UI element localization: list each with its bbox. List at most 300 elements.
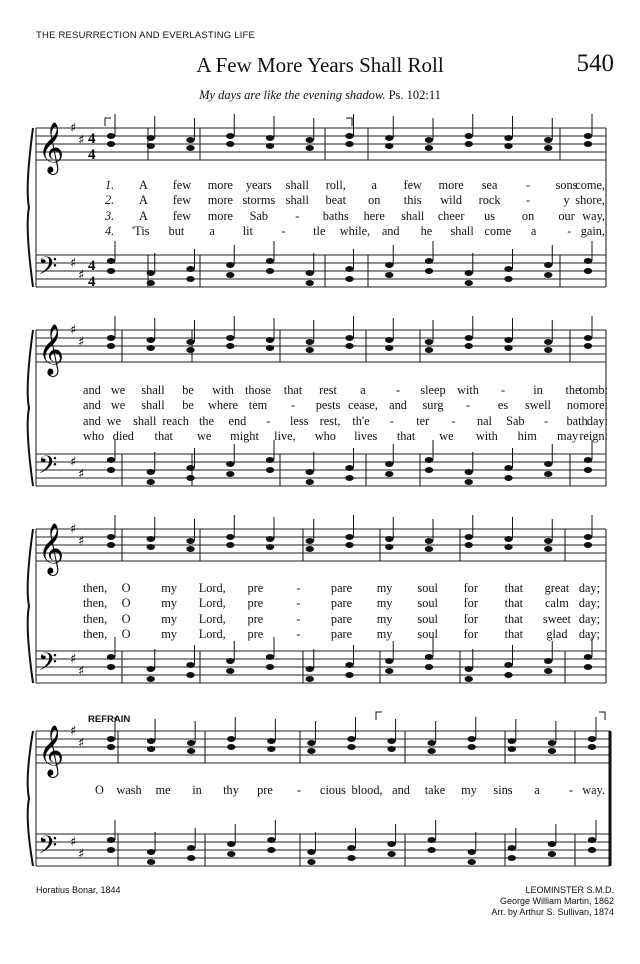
treble-notehead bbox=[504, 135, 512, 141]
lyric-syllable: rest bbox=[319, 383, 337, 397]
staff-brace bbox=[28, 731, 33, 866]
bass-notehead bbox=[504, 475, 512, 481]
treble-notehead bbox=[107, 534, 115, 540]
lyric-syllable: come bbox=[484, 224, 512, 239]
lyric-syllable: live, bbox=[274, 429, 296, 444]
bass-notehead bbox=[465, 676, 473, 682]
bass-notehead bbox=[584, 654, 592, 660]
treble-notehead bbox=[544, 347, 552, 353]
key-sharp: ♯ bbox=[78, 467, 85, 482]
bass-notehead bbox=[266, 654, 274, 660]
bass-notehead bbox=[345, 672, 353, 678]
treble-notehead bbox=[107, 736, 115, 742]
treble-notehead bbox=[468, 744, 476, 750]
lyric-syllable: ter bbox=[416, 413, 430, 428]
treble-notehead bbox=[347, 736, 355, 742]
bass-notehead bbox=[425, 467, 433, 473]
lyric-syllable: that bbox=[504, 581, 524, 595]
bass-notehead bbox=[544, 262, 552, 268]
lyric-syllable: the bbox=[565, 383, 581, 397]
treble-clef: 𝄞 bbox=[38, 122, 65, 173]
lyric-syllable: pare bbox=[330, 596, 353, 611]
lyric-syllable: us bbox=[484, 208, 496, 223]
treble-notehead bbox=[465, 335, 473, 341]
bass-notehead bbox=[107, 457, 115, 463]
treble-notehead bbox=[226, 335, 234, 341]
treble-notehead bbox=[147, 337, 155, 343]
lyric-syllable: - bbox=[568, 783, 574, 797]
epigraph-text: My days are like the evening shadow. bbox=[199, 88, 386, 102]
treble-notehead bbox=[187, 740, 195, 746]
key-sharp: ♯ bbox=[78, 736, 85, 751]
lyric-syllable: pre bbox=[257, 783, 273, 797]
treble-notehead bbox=[266, 143, 274, 149]
treble-notehead bbox=[147, 746, 155, 752]
lyric-syllable: my bbox=[161, 581, 178, 595]
lyric-syllable: way. bbox=[582, 783, 605, 797]
lyric-syllable: might bbox=[230, 429, 259, 444]
treble-notehead bbox=[107, 141, 115, 147]
key-sharp: ♯ bbox=[78, 133, 85, 148]
lyric-syllable: my bbox=[461, 783, 477, 797]
treble-notehead bbox=[508, 746, 516, 752]
bass-notehead bbox=[345, 266, 353, 272]
bass-notehead bbox=[266, 467, 274, 473]
treble-notehead bbox=[425, 145, 433, 151]
lyric-syllable: O bbox=[95, 783, 104, 797]
lyric-syllable: sleep bbox=[420, 383, 446, 397]
treble-notehead bbox=[544, 538, 552, 544]
bass-notehead bbox=[504, 672, 512, 678]
treble-notehead bbox=[345, 133, 353, 139]
bass-notehead bbox=[186, 266, 194, 272]
treble-notehead bbox=[266, 135, 274, 141]
lyric-syllable: soul bbox=[417, 581, 438, 595]
lyric-syllable: the bbox=[199, 413, 215, 428]
treble-notehead bbox=[387, 746, 395, 752]
lyric-syllable: rock bbox=[478, 193, 501, 208]
lyric-syllable: and bbox=[83, 383, 101, 397]
bass-notehead bbox=[465, 270, 473, 276]
bass-notehead bbox=[147, 270, 155, 276]
lyric-syllable: and bbox=[381, 224, 400, 239]
lyric-syllable: es bbox=[497, 398, 509, 413]
phrase-bracket bbox=[105, 118, 111, 126]
treble-notehead bbox=[306, 546, 314, 552]
bass-notehead bbox=[306, 270, 314, 276]
treble-notehead bbox=[427, 740, 435, 746]
treble-notehead bbox=[306, 538, 314, 544]
treble-notehead bbox=[544, 145, 552, 151]
bass-notehead bbox=[226, 262, 234, 268]
lyric-syllable: - bbox=[295, 208, 300, 223]
treble-clef: 𝄞 bbox=[38, 324, 65, 375]
key-sharp: ♯ bbox=[70, 835, 77, 850]
lyric-syllable: then, bbox=[83, 627, 108, 642]
staff-brace bbox=[28, 330, 33, 486]
arranger-credit: Arr. by Arthur S. Sullivan, 1874 bbox=[491, 907, 614, 917]
lyric-syllable: - bbox=[296, 783, 302, 797]
bass-notehead bbox=[266, 457, 274, 463]
treble-notehead bbox=[425, 546, 433, 552]
bass-notehead bbox=[306, 676, 314, 682]
bass-notehead bbox=[504, 266, 512, 272]
treble-notehead bbox=[186, 538, 194, 544]
treble-notehead bbox=[147, 536, 155, 542]
treble-notehead bbox=[385, 544, 393, 550]
lyric-syllable: - bbox=[500, 383, 506, 397]
treble-notehead bbox=[306, 347, 314, 353]
treble-notehead bbox=[147, 544, 155, 550]
phrase-bracket bbox=[599, 712, 605, 720]
bass-notehead bbox=[267, 847, 275, 853]
lyric-syllable: - bbox=[296, 627, 301, 642]
lyric-syllable: my bbox=[376, 581, 393, 595]
time-signature: 4 bbox=[88, 274, 96, 290]
lyric-syllable: Lord, bbox=[198, 627, 226, 642]
bass-notehead bbox=[544, 658, 552, 664]
lyric-syllable: him bbox=[517, 429, 537, 444]
bass-notehead bbox=[425, 268, 433, 274]
lyric-syllable: - bbox=[451, 413, 456, 428]
lyric-syllable: wild bbox=[440, 193, 463, 208]
bass-notehead bbox=[508, 845, 516, 851]
lyric-syllable: day; bbox=[578, 581, 600, 595]
lyric-syllable: my bbox=[161, 611, 178, 626]
treble-notehead bbox=[107, 133, 115, 139]
key-sharp: ♯ bbox=[70, 323, 77, 338]
lyric-syllable: where bbox=[207, 398, 239, 413]
refrain-label: REFRAIN bbox=[88, 714, 131, 725]
bass-notehead bbox=[385, 272, 393, 278]
lyric-syllable: sons bbox=[555, 178, 578, 192]
key-sharp: ♯ bbox=[78, 335, 85, 350]
bass-notehead bbox=[548, 851, 556, 857]
lyric-syllable: shall bbox=[141, 398, 165, 413]
lyric-syllable: wash bbox=[116, 783, 142, 797]
bass-notehead bbox=[508, 855, 516, 861]
bass-notehead bbox=[187, 855, 195, 861]
treble-notehead bbox=[307, 748, 315, 754]
lyric-syllable: on bbox=[368, 193, 381, 208]
treble-notehead bbox=[584, 343, 592, 349]
lyric-syllable: this bbox=[403, 193, 422, 208]
treble-notehead bbox=[227, 744, 235, 750]
bass-notehead bbox=[107, 847, 115, 853]
lyric-syllable: shall bbox=[450, 224, 474, 239]
lyric-syllable: may bbox=[557, 429, 579, 444]
lyric-syllable: in bbox=[533, 383, 543, 397]
treble-notehead bbox=[267, 746, 275, 752]
lyric-syllable: nal bbox=[476, 413, 492, 428]
treble-notehead bbox=[584, 133, 592, 139]
treble-notehead bbox=[345, 542, 353, 548]
treble-notehead bbox=[345, 343, 353, 349]
lyric-syllable: - bbox=[296, 581, 301, 595]
bass-notehead bbox=[387, 841, 395, 847]
key-sharp: ♯ bbox=[70, 652, 77, 667]
treble-notehead bbox=[385, 143, 393, 149]
lyric-syllable: soul bbox=[417, 611, 438, 626]
treble-notehead bbox=[544, 546, 552, 552]
lyric-syllable: with bbox=[457, 383, 479, 397]
lyric-syllable: with bbox=[475, 429, 498, 444]
treble-notehead bbox=[186, 347, 194, 353]
staff-brace bbox=[28, 128, 33, 287]
lyric-syllable: those bbox=[245, 383, 271, 397]
lyric-syllable: - bbox=[526, 178, 531, 192]
treble-notehead bbox=[504, 143, 512, 149]
treble-notehead bbox=[345, 141, 353, 147]
treble-notehead bbox=[385, 135, 393, 141]
tune-name: LEOMINSTER S.M.D. bbox=[525, 885, 614, 895]
bass-notehead bbox=[345, 465, 353, 471]
lyric-syllable: pare bbox=[330, 581, 353, 595]
bass-notehead bbox=[227, 841, 235, 847]
lyric-syllable: - bbox=[296, 611, 301, 626]
lyric-syllable: cious bbox=[320, 783, 346, 797]
lyric-syllable: more: bbox=[579, 398, 608, 413]
treble-notehead bbox=[107, 335, 115, 341]
key-sharp: ♯ bbox=[78, 664, 85, 679]
lyric-syllable: - bbox=[465, 398, 471, 413]
treble-notehead bbox=[147, 143, 155, 149]
lyric-syllable: that bbox=[396, 429, 416, 444]
bass-notehead bbox=[465, 666, 473, 672]
time-signature: 4 bbox=[88, 258, 96, 274]
treble-notehead bbox=[508, 738, 516, 744]
bass-notehead bbox=[345, 662, 353, 668]
treble-notehead bbox=[345, 335, 353, 341]
lyric-syllable: - bbox=[395, 383, 401, 397]
bass-notehead bbox=[147, 469, 155, 475]
treble-notehead bbox=[226, 534, 234, 540]
lyric-syllable: soul bbox=[417, 596, 438, 611]
lyric-syllable: shall bbox=[285, 178, 309, 192]
bass-notehead bbox=[584, 467, 592, 473]
key-sharp: ♯ bbox=[78, 847, 85, 862]
lyric-syllable: pre bbox=[247, 596, 264, 611]
lyric-syllable: we bbox=[106, 413, 122, 428]
lyric-syllable: few bbox=[172, 178, 192, 192]
lyric-syllable: way, bbox=[582, 208, 605, 223]
treble-notehead bbox=[465, 133, 473, 139]
lyric-syllable: that bbox=[154, 429, 173, 444]
bass-notehead bbox=[107, 268, 115, 274]
epigraph-reference: Ps. 102:11 bbox=[388, 88, 441, 102]
bass-notehead bbox=[227, 851, 235, 857]
treble-notehead bbox=[227, 736, 235, 742]
treble-clef: 𝄞 bbox=[38, 725, 65, 776]
lyric-syllable: more bbox=[207, 193, 234, 208]
bass-notehead bbox=[226, 272, 234, 278]
lyric-syllable: for bbox=[463, 596, 478, 611]
treble-notehead bbox=[504, 337, 512, 343]
bass-notehead bbox=[548, 841, 556, 847]
lyric-syllable: rest, bbox=[319, 413, 341, 428]
key-sharp: ♯ bbox=[78, 268, 85, 283]
bass-notehead bbox=[306, 479, 314, 485]
key-sharp: ♯ bbox=[70, 455, 77, 470]
treble-notehead bbox=[548, 748, 556, 754]
lyric-syllable: tem bbox=[248, 398, 268, 413]
treble-notehead bbox=[504, 345, 512, 351]
lyric-syllable: - bbox=[266, 413, 271, 428]
treble-notehead bbox=[468, 736, 476, 742]
lyric-syllable: end bbox=[228, 413, 247, 428]
lyric-syllable: tomb: bbox=[579, 383, 608, 397]
lyric-syllable: bath bbox=[566, 413, 588, 428]
lyric-syllable: cease, bbox=[348, 398, 378, 413]
lyric-syllable: for bbox=[463, 627, 478, 642]
lyric-syllable: - bbox=[544, 413, 549, 428]
treble-notehead bbox=[584, 141, 592, 147]
bass-notehead bbox=[186, 475, 194, 481]
treble-notehead bbox=[147, 738, 155, 744]
treble-notehead bbox=[588, 744, 596, 750]
lyric-syllable: O bbox=[121, 581, 131, 595]
lyric-syllable: who bbox=[314, 429, 336, 444]
bass-notehead bbox=[147, 666, 155, 672]
lyric-syllable: with bbox=[212, 383, 234, 397]
bass-notehead bbox=[147, 479, 155, 485]
lyric-syllable: y bbox=[563, 193, 570, 208]
lyric-syllable: that bbox=[504, 596, 524, 611]
bass-notehead bbox=[226, 658, 234, 664]
lyric-syllable: cheer bbox=[437, 208, 465, 223]
lyric-syllable: soul bbox=[417, 627, 438, 642]
lyric-syllable: few bbox=[172, 208, 192, 223]
bass-notehead bbox=[584, 664, 592, 670]
bass-notehead bbox=[385, 461, 393, 467]
lyric-syllable: pre bbox=[247, 627, 264, 642]
treble-notehead bbox=[584, 335, 592, 341]
lyric-syllable: shore, bbox=[575, 193, 605, 208]
lyric-syllable: O bbox=[121, 611, 131, 626]
bass-clef: 𝄢 bbox=[38, 252, 58, 287]
bass-notehead bbox=[425, 258, 433, 264]
treble-notehead bbox=[345, 534, 353, 540]
bass-notehead bbox=[107, 664, 115, 670]
treble-notehead bbox=[465, 534, 473, 540]
lyric-syllable: my bbox=[376, 596, 393, 611]
treble-notehead bbox=[385, 536, 393, 542]
lyric-syllable: day; bbox=[578, 611, 600, 626]
lyric-syllable: a bbox=[530, 224, 537, 239]
bass-notehead bbox=[226, 668, 234, 674]
treble-notehead bbox=[107, 744, 115, 750]
lyric-syllable: while, bbox=[339, 224, 371, 239]
lyric-syllable: shall bbox=[285, 193, 309, 208]
bass-notehead bbox=[267, 837, 275, 843]
treble-notehead bbox=[347, 744, 355, 750]
lyric-syllable: Lord, bbox=[198, 596, 226, 611]
lyric-syllable: A bbox=[139, 193, 148, 208]
bass-notehead bbox=[226, 471, 234, 477]
treble-notehead bbox=[387, 738, 395, 744]
lyric-syllable: no bbox=[566, 398, 580, 413]
lyric-syllable: baths bbox=[322, 208, 349, 223]
treble-notehead bbox=[186, 339, 194, 345]
bass-notehead bbox=[425, 654, 433, 660]
lyric-syllable: be bbox=[182, 383, 194, 397]
bass-notehead bbox=[504, 276, 512, 282]
bass-notehead bbox=[307, 859, 315, 865]
bass-notehead bbox=[186, 465, 194, 471]
treble-notehead bbox=[147, 135, 155, 141]
text-credit: Horatius Bonar, 1844 bbox=[36, 885, 121, 895]
treble-clef: 𝄞 bbox=[38, 523, 65, 574]
bass-clef: 𝄢 bbox=[38, 831, 58, 866]
lyric-syllable: we bbox=[110, 383, 126, 397]
lyric-syllable: - bbox=[389, 413, 394, 428]
treble-notehead bbox=[465, 141, 473, 147]
hymn-number: 540 bbox=[576, 50, 614, 77]
bass-notehead bbox=[588, 837, 596, 843]
lyric-syllable: me bbox=[155, 783, 171, 797]
lyric-syllable: - bbox=[290, 398, 296, 413]
treble-notehead bbox=[186, 145, 194, 151]
bass-notehead bbox=[588, 847, 596, 853]
bass-notehead bbox=[107, 467, 115, 473]
lyric-syllable: O bbox=[121, 627, 131, 642]
bass-notehead bbox=[107, 837, 115, 843]
lyric-syllable: sins bbox=[493, 783, 513, 797]
lyric-syllable: more bbox=[207, 178, 234, 192]
treble-notehead bbox=[548, 740, 556, 746]
key-sharp: ♯ bbox=[78, 534, 85, 549]
bass-notehead bbox=[385, 262, 393, 268]
lyric-syllable: great bbox=[544, 581, 570, 595]
lyric-syllable: 'Tis bbox=[131, 224, 150, 239]
treble-notehead bbox=[226, 141, 234, 147]
bass-notehead bbox=[544, 668, 552, 674]
lyric-syllable: we bbox=[110, 398, 126, 413]
lyric-syllable: for bbox=[463, 611, 478, 626]
treble-notehead bbox=[147, 345, 155, 351]
lyric-syllable: that bbox=[283, 383, 303, 397]
lyric-syllable: Lord, bbox=[198, 581, 226, 595]
lyric-syllable: pare bbox=[330, 611, 353, 626]
lyric-syllable: - bbox=[281, 224, 286, 239]
treble-notehead bbox=[425, 538, 433, 544]
lyric-syllable: day; bbox=[578, 596, 600, 611]
bass-notehead bbox=[385, 658, 393, 664]
lyric-syllable: my bbox=[161, 627, 178, 642]
lyric-syllable: a bbox=[360, 383, 366, 397]
lyric-syllable: sweet bbox=[542, 611, 571, 626]
lyric-syllable: and bbox=[83, 413, 101, 428]
lyric-syllable: take bbox=[424, 783, 446, 797]
key-sharp: ♯ bbox=[70, 724, 77, 739]
bass-notehead bbox=[584, 457, 592, 463]
bass-notehead bbox=[226, 461, 234, 467]
bass-notehead bbox=[186, 672, 194, 678]
bass-notehead bbox=[187, 845, 195, 851]
bass-notehead bbox=[345, 276, 353, 282]
lyric-syllable: reach bbox=[162, 413, 189, 428]
bass-notehead bbox=[147, 849, 155, 855]
key-sharp: ♯ bbox=[70, 256, 77, 271]
lyric-syllable: pare bbox=[330, 627, 353, 642]
treble-notehead bbox=[266, 345, 274, 351]
treble-notehead bbox=[226, 133, 234, 139]
bass-notehead bbox=[425, 457, 433, 463]
treble-notehead bbox=[107, 343, 115, 349]
bass-notehead bbox=[465, 469, 473, 475]
bass-notehead bbox=[347, 855, 355, 861]
staff-brace bbox=[28, 529, 33, 683]
